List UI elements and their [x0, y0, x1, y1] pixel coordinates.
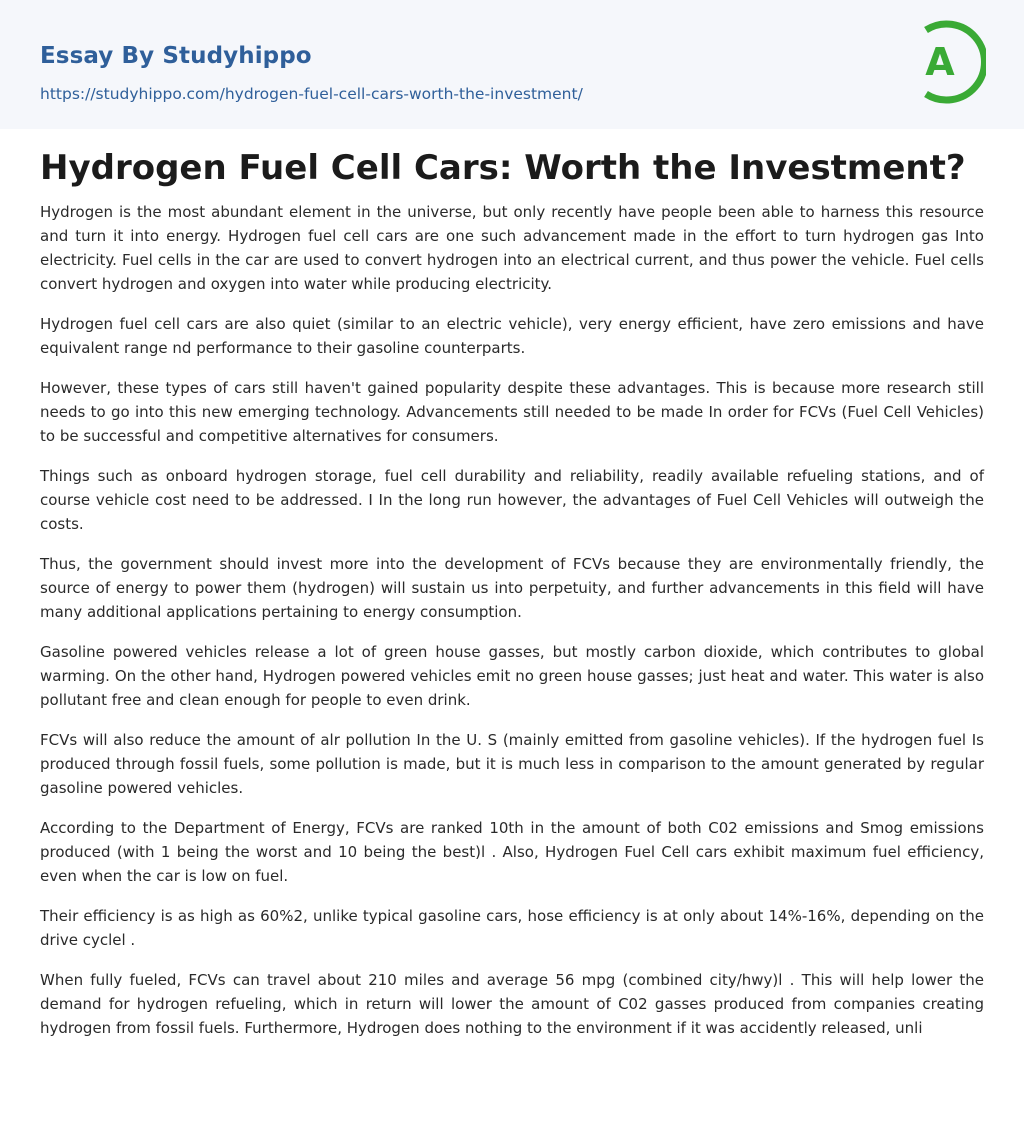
logo-letter: A [925, 40, 955, 84]
paragraph: Their efficiency is as high as 60%2, unlike typical gasoline cars, hose efficiency is at only about 14%-16%, depending on the drive cyclel . [40, 907, 984, 949]
paragraph: Thus, the government should invest more into the development of FCVs because they are environmentally friendly, the source of energy to power them (hydrogen) will sustain us into perpetuity, and further advancements in this field will have many additional applications pertaining to energy consumption. [40, 555, 984, 621]
paragraph: According to the Department of Energy, FCVs are ranked 10th in the amount of both C02 emissions and Smog emissions produced (with 1 being the worst and 10 being the best)l . Also, Hydrogen Fuel Cell cars exhibit maximum fuel efficiency, even when the car is low on fuel. [40, 819, 984, 885]
paragraph: Hydrogen is the most abundant element in the universe, but only recently have people been able to harness this resource and turn it into energy. Hydrogen fuel cell cars are one such advancement made in the effort to turn hydrogen gas Into electricity. Fuel cells in the car are used to convert hydrogen into an electrical current, and thus power the vehicle. Fuel cells convert hydrogen and oxygen into water while producing electricity. [40, 203, 984, 293]
paragraph: FCVs will also reduce the amount of alr pollution In the U. S (mainly emitted from gasoline vehicles). If the hydrogen fuel Is produced through fossil fuels, some pollution is made, but it is much less in comparison to the amount generated by regular gasoline powered vehicles. [40, 731, 984, 797]
paragraph: When fully fueled, FCVs can travel about 210 miles and average 56 mpg (combined city/hwy)l . This will help lower the demand for hydrogen refueling, which in return will lower the amount of C02 gasses produced from companies creating hydrogen from fossil fuels. Furthermore, Hydrogen does nothing to the environment if it was accidently released, unli [40, 971, 984, 1037]
article-title: Hydrogen Fuel Cell Cars: Worth the Investment? [40, 148, 966, 188]
site-brand[interactable]: Essay By Studyhippo [40, 43, 312, 69]
studyhippo-logo-icon[interactable] [910, 18, 986, 106]
essay-url-link[interactable]: https://studyhippo.com/hydrogen-fuel-cell-cars-worth-the-investment/ [40, 85, 583, 103]
paragraph: Hydrogen fuel cell cars are also quiet (similar to an electric vehicle), very energy efficient, have zero emissions and have equivalent range nd performance to their gasoline counterparts. [40, 315, 984, 357]
paragraph: However, these types of cars still haven't gained popularity despite these advantages. This is because more research still needs to go into this new emerging technology. Advancements still needed to be made In order for FCVs (Fuel Cell Vehicles) to be successful and competitive alternatives for consumers. [40, 379, 984, 445]
paragraph: Things such as onboard hydrogen storage, fuel cell durability and reliability, readily available refueling stations, and of course vehicle cost need to be addressed. I In the long run however, the advantages of Fuel Cell Vehicles will outweigh the costs. [40, 467, 984, 533]
article-body [40, 200, 984, 1056]
site-header [0, 0, 1024, 129]
paragraph: Gasoline powered vehicles release a lot of green house gasses, but mostly carbon dioxide, which contributes to global warming. On the other hand, Hydrogen powered vehicles emit no green house gasses; just heat and water. This water is also pollutant free and clean enough for people to even drink. [40, 643, 984, 709]
